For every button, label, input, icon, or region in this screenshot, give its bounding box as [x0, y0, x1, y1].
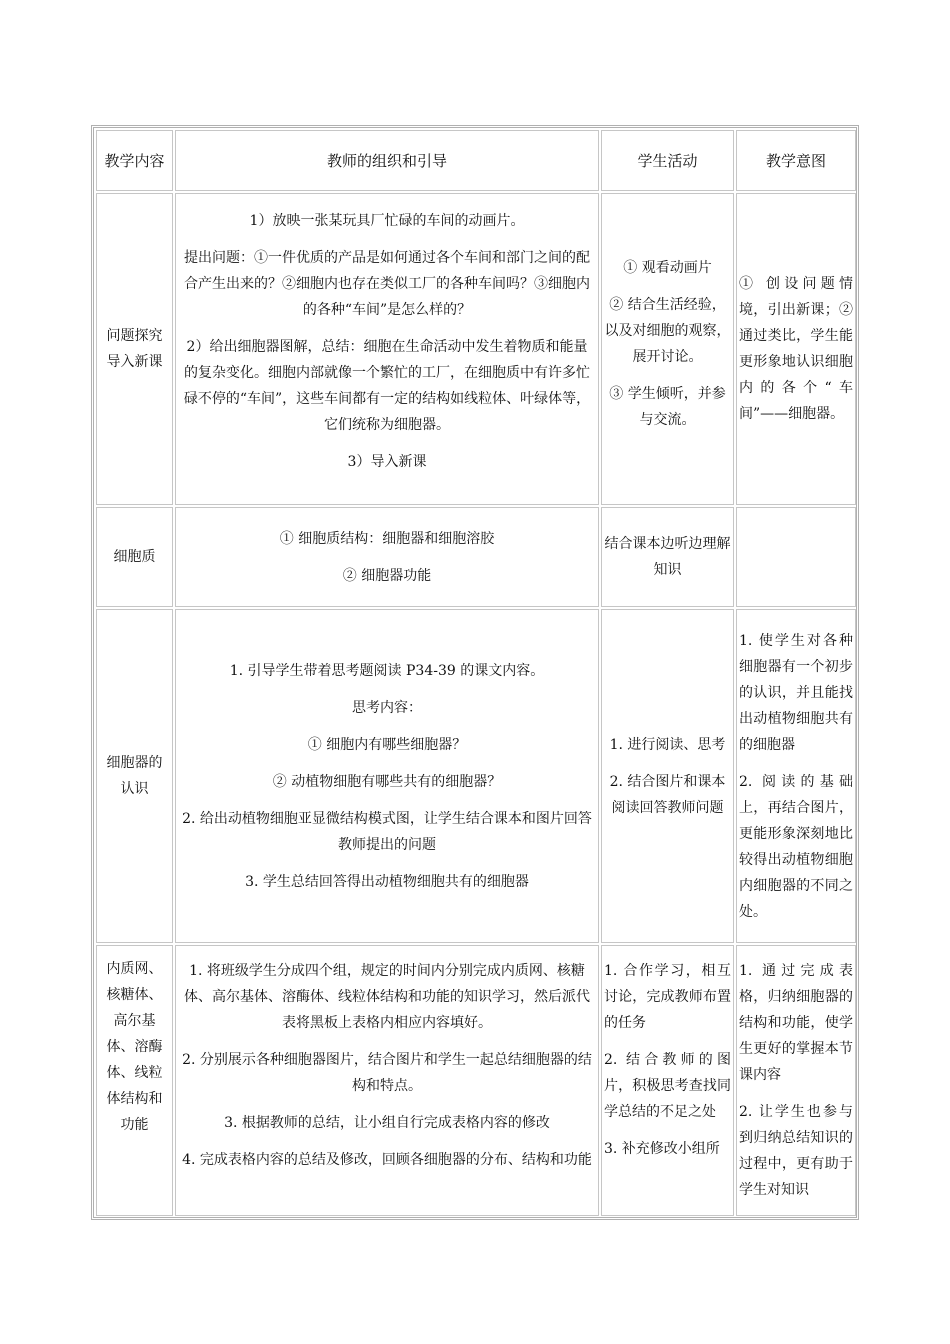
row2-teacher	[175, 507, 599, 607]
row3-teacher-p4: ② 动植物细胞有哪些共有的细胞器？	[272, 773, 502, 790]
row1-student-p3: ③ 学生倾听，并参与交流。	[609, 385, 726, 428]
row1-teacher-p1: 1）放映一张某玩具厂忙碌的车间的动画片。	[249, 213, 525, 229]
row3-content-text: 细胞器的认识	[106, 755, 163, 797]
row4-teacher-p4: 4. 完成表格内容的总结及修改，回顾各细胞器的分布、结构和功能	[182, 1152, 592, 1168]
row4-student	[601, 945, 734, 1216]
header-intent-label: 教学意图	[765, 151, 826, 170]
row1-student	[601, 193, 734, 505]
row3-student-p1: 1. 进行阅读、思考	[609, 736, 726, 753]
row3-teacher	[175, 609, 599, 943]
row4-student-p3: 3. 补充修改小组所	[604, 1141, 720, 1157]
row2-teacher-p2: ② 细胞器功能	[342, 567, 432, 584]
header-teacher-label: 教师的组织和引导	[326, 151, 447, 170]
row1-content-text: 问题探究导入新课	[106, 328, 163, 370]
header-student-label: 学生活动	[637, 151, 698, 170]
lesson-plan-table	[91, 125, 859, 1220]
row1-teacher	[175, 193, 599, 505]
row2-intent	[736, 507, 856, 607]
row3-teacher-p3: ① 细胞内有哪些细胞器？	[307, 736, 467, 753]
row2-student	[601, 507, 734, 607]
row4-intent-p1: 1. 通过完成表格，归纳细胞器的结构和功能，使学生更好的掌握本节课内容	[739, 963, 853, 1083]
row4-student-p2: 2. 结合教师的图片，积极思考查找同学总结的不足之处	[604, 1052, 731, 1120]
row4-content	[96, 945, 173, 1216]
row1-teacher-p2: 提出问题：①一件优质的产品是如何通过各个车间和部门之间的配合产生出来的？②细胞内也存在类似工厂的各种车间吗？③细胞内的各种“车间”是怎么样的？	[184, 250, 590, 318]
row1-student-p1: ① 观看动画片	[623, 259, 712, 276]
row4-student-p1: 1. 合作学习，相互讨论，完成教师布置的任务	[604, 963, 731, 1031]
row3-teacher-p6: 3. 学生总结回答得出动植物细胞共有的细胞器	[245, 873, 529, 890]
row2-student-p1: 结合课本边听边理解知识	[604, 536, 731, 578]
header-student	[601, 130, 734, 191]
row4-teacher-p2: 2. 分别展示各种细胞器图片，结合图片和学生一起总结细胞器的结构和特点。	[182, 1052, 592, 1094]
row3-teacher-p2: 思考内容：	[352, 699, 422, 716]
header-content	[96, 130, 173, 191]
row4-intent	[736, 945, 856, 1216]
row3-content	[96, 609, 173, 943]
row3-intent-p2: 2. 阅读的基础上，再结合图片，更能形象深刻地比较得出动植物细胞内细胞器的不同之处。	[739, 773, 853, 920]
header-teacher	[175, 130, 599, 191]
row4-intent-p2: 2. 让学生也参与到归纳总结知识的过程中，更有助于学生对知识	[739, 1104, 853, 1198]
row1-teacher-p3: 2）给出细胞器图解，总结：细胞在生命活动中发生着物质和能量的复杂变化。细胞内部就像一个繁忙的工厂，在细胞质中有许多忙碌不停的“车间”，这些车间都有一定的结构如线粒体、叶绿体等，它们统称为细胞器。	[183, 339, 591, 433]
row1-intent-p1: ① 创设问题情境，引出新课；②通过类比，学生能更形象地认识细胞内的各个“车间”——细胞器。	[739, 276, 853, 422]
header-content-label: 教学内容	[104, 151, 165, 170]
row4-teacher	[175, 945, 599, 1216]
row2-content-text: 细胞质	[113, 549, 156, 565]
row4-teacher-p1: 1. 将班级学生分成四个组，规定的时间内分别完成内质网、核糖体、高尔基体、溶酶体、线粒体结构和功能的知识学习，然后派代表将黑板上表格内相应内容填好。	[184, 963, 590, 1031]
row4-teacher-p3: 3. 根据教师的总结，让小组自行完成表格内容的修改	[224, 1115, 550, 1131]
row1-student-p2: ② 结合生活经验，以及对细胞的观察，展开讨论。	[604, 296, 731, 365]
row1-teacher-p4: 3）导入新课	[347, 454, 427, 470]
row3-student-p2: 2. 结合图片和课本阅读回答教师问题	[609, 773, 726, 816]
row2-content	[96, 507, 173, 607]
row2-teacher-p1: ① 细胞质结构：细胞器和细胞溶胶	[279, 530, 495, 547]
row3-intent-p1: 1. 使学生对各种细胞器有一个初步的认识，并且能找出动植物细胞共有的细胞器	[739, 632, 853, 753]
row4-content-text: 内质网、核糖体、高尔基体、溶酶体、线粒体结构和功能	[106, 961, 163, 1133]
row3-teacher-p5: 2. 给出动植物细胞亚显微结构模式图，让学生结合课本和图片回答教师提出的问题	[182, 810, 592, 853]
row3-intent	[736, 609, 856, 943]
row3-teacher-p1: 1. 引导学生带着思考题阅读 P34-39 的课文内容。	[229, 662, 545, 679]
header-intent	[736, 130, 856, 191]
row1-content	[96, 193, 173, 505]
row1-intent	[736, 193, 856, 505]
row3-student	[601, 609, 734, 943]
